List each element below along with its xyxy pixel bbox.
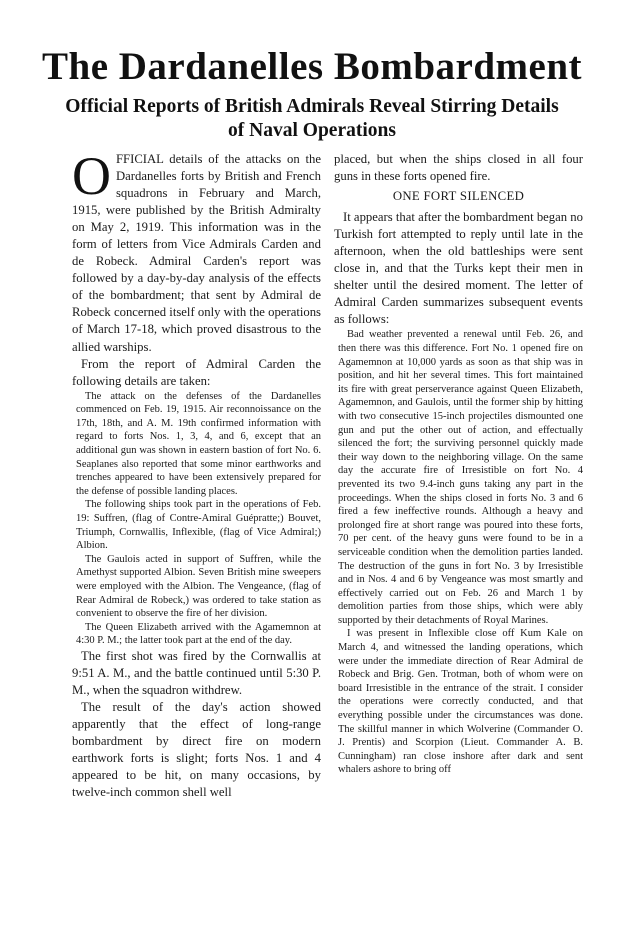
quoted-paragraph: The following ships took part in the operations of Feb. 19: Suffren, (flag of Contre-Amiral Guépratte;) Bouvet, Triumph, Cornwallis, Inflexible, (flag of Vice Admiral;) Albion. — [76, 499, 321, 552]
body-paragraph: From the report of Admiral Carden the following details are taken: — [72, 356, 321, 388]
body-paragraph: The result of the day's action showed apparently that the effect of long-range bombardment by direct fire on modern earthwork forts is slight; forts Nos. 1 and 4 appeared to be hit, on many occasions, by twelve-inch common shell well — [72, 700, 321, 800]
right-column — [334, 151, 583, 777]
quoted-paragraph: Bad weather prevented a renewal until Feb. 26, and then there was this difference. Fort No. 1 opened fire on Agamemnon at 10,000 yards as soon as that ship was in position, and hit her several times. This fort maintained its fire with great perserverance against Queen Elizabeth, Agamemnon, and Gaulois, until the former ship by hitting with two consecutive 15-inch projectiles dismounted one gun and put the other out of action, and effectually silenced the fort; the surviving personnel quickly made their way down to the neighboring village. On the same day the accurate fire of Irresistible on fort No. 4 prevented its two 9.4-inch guns taking any part in the proceedings. When the ships closed in forts No. 3 and 6 fired a few ineffective rounds. Although a heavy and prolonged fire at short range was poured into these forts, 70 per cent. of the heavy guns were found to be in a serviceable condition when the demolition parties landed. The destruction of the guns in fort No. 3 by Irresistible and in Nos. 4 and 6 by Vengeance was most smartly and effectively carried out on Feb. 26 and March 1 by demolition parties from those ships, which were ably supported by their detachments of Royal Marines. — [338, 329, 583, 626]
quoted-paragraph: I was present in Inflexible close off Kum Kale on March 4, and witnessed the landing operations, which were under the immediate direction of Rear Admiral de Robeck and Brig. Gen. Trotman, both of whom were on board Irresistible in the entrance of the strait. I consider the operations were correctly conducted, and that everything possible under the circumstances was done. The skillful manner in which Wolverine (Commander O. J. Prentis) and Scorpion (Lieut. Commander A. B. Cunningham) ran close inshore after dark and sent whalers ashore to bring off — [338, 628, 583, 776]
body-paragraph: placed, but when the ships closed in all four guns in these forts opened fire. — [334, 152, 583, 184]
quoted-paragraph: The Gaulois acted in support of Suffren, while the Amethyst supported Albion. Seven British mine sweepers were employed with the Albion. The Vengeance, (flag of Rear Admiral de Robeck,) was ordered to take station as convenient to observe the fire of her division. — [76, 553, 321, 620]
body-paragraph: The first shot was fired by the Cornwallis at 9:51 A. M., and the battle continued until 5:30 P. M., when the squadron withdrew. — [72, 648, 321, 698]
section-heading: ONE FORT SILENCED — [392, 189, 525, 204]
article-title: The Dardanelles Bombardment — [42, 45, 582, 88]
opening-paragraph-text: FFICIAL details of the attacks on the Dardanelles forts by British and French squadrons in February and March, 1915, were published by the British Admiralty on May 2, 1919. This information was in the form of letters from Vice Admirals Carden and de Robeck. Admiral Carden's report was followed by a day-by-day analysis of the effects of the bombardment; that sent by Admiral de Robeck concerned itself only with the operations of March 17-18, which proved disastrous to the allied warships. — [72, 152, 321, 354]
body-paragraph: It appears that after the bombardment began no Turkish fort attempted to reply until late in the afternoon, when the old battleships were sent close in, and that the Turks kept their men in shelter until the desired moment. The letter of Admiral Carden summarizes subsequent events as follows: — [334, 210, 583, 327]
drop-cap: O — [72, 146, 111, 206]
quoted-paragraph: The Queen Elizabeth arrived with the Agamemnon at 4:30 P. M.; the latter took part at the end of the day. — [76, 621, 321, 647]
opening-paragraph — [72, 146, 321, 356]
quoted-paragraph: The attack on the defenses of the Dardanelles commenced on Feb. 19, 1915. Air reconnoissance on the 17th, 18th, and A. M. 19th confirmed information with regard to forts Nos. 1, 3, 4, and 6, except that an additional gun was shown in eastern bastion of fort No. 6. Seaplanes also reported that some minor earthworks and trenches appeared to have been extensively prepared for the defense of possible landing places. — [76, 390, 321, 497]
left-column — [72, 146, 321, 801]
article-subtitle: Official Reports of British Admirals Reveal Stirring Details of Naval Operations — [65, 96, 559, 141]
